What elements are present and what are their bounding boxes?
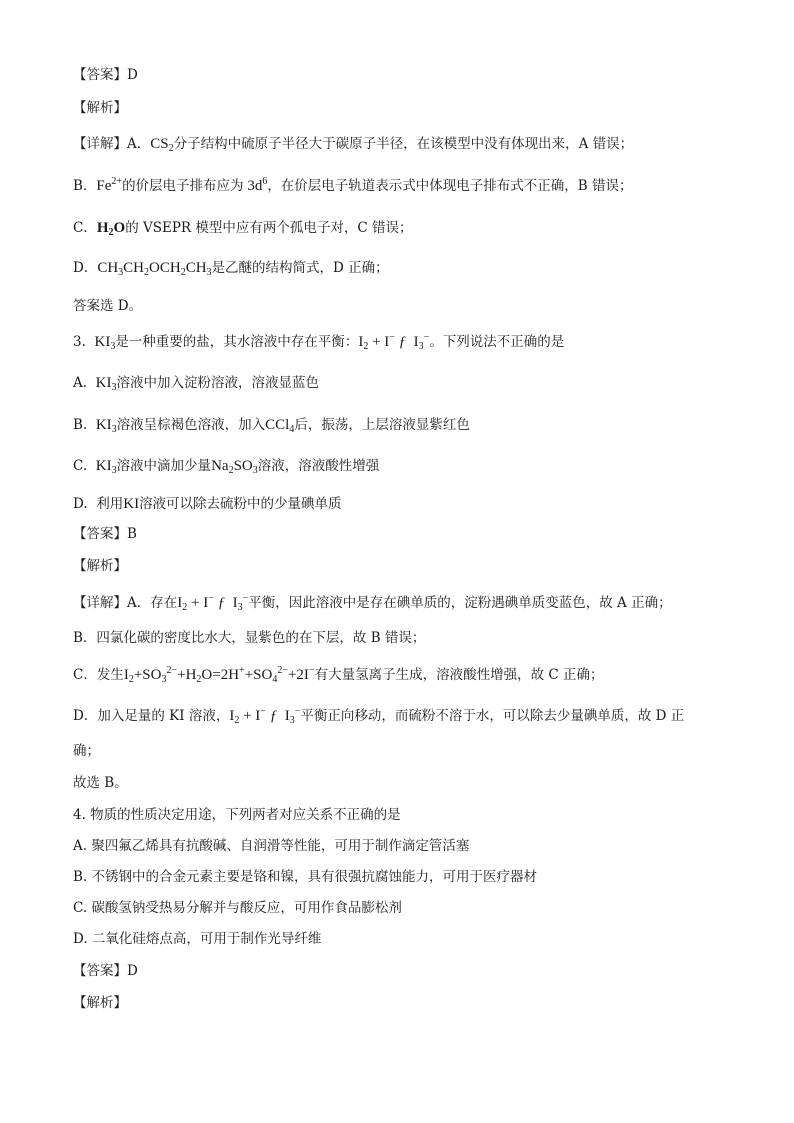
q3-option-c: C. $KI_3$溶液中滴加少量$Na_2SO_3$溶液，溶液酸性增强 — [73, 458, 380, 476]
q4-stem: 4. 物质的性质决定用途，下列两者对应关系不正确的是 — [73, 807, 401, 823]
q4-analysis-label: 【解析】 — [73, 995, 127, 1011]
q2-conclusion: 答案选 D。 — [73, 298, 143, 314]
q3-detail-d: D．加入足量的 KI 溶液，$I_2 + I^-$ ƒ $I_3^-$平衡正向移动，而硫粉不溶于水，可以除去少量碘单质，故 D 正 — [73, 706, 685, 726]
q4-answer: 【答案】D — [73, 963, 138, 979]
q2-analysis-label: 【解析】 — [73, 100, 127, 116]
q2-detail-b: B．$Fe^{2+}$的价层电子排布应为 $3d^6$，在价层电子轨道表示式中体现电子排布式不正确，B 错误； — [73, 176, 633, 194]
q3-conclusion: 故选 B。 — [73, 775, 128, 791]
q3-detail-c: C．发生$I_2+SO_3^{2-}+H_2O=2H^++SO_4^{2-}+2I^-$有大量氢离子生成，溶液酸性增强，故 C 正确； — [73, 665, 604, 685]
q2-detail-c: C．$H_2O$的 VSEPR 模型中应有两个孤电子对，C 错误； — [73, 220, 413, 238]
q3-stem: 3. $KI_3$是一种重要的盐，其水溶液中存在平衡：$I_2 + I^-$ ƒ $I_3^-$。下列说法不正确的是 — [73, 332, 565, 352]
q3-answer: 【答案】B — [73, 526, 137, 542]
q2-answer: 【答案】D — [73, 67, 138, 83]
q4-option-a: A. 聚四氟乙烯具有抗酸碱、自润滑等性能，可用于制作滴定管活塞 — [73, 838, 470, 854]
q3-option-b: B. $KI_3$溶液呈棕褐色溶液，加入CCl$_4$后，振荡，上层溶液显紫红色 — [73, 417, 470, 435]
q4-option-c: C. 碳酸氢钠受热易分解并与酸反应，可用作食品膨松剂 — [73, 900, 402, 916]
q3-detail-b: B．四氯化碳的密度比水大，显紫色的在下层，故 B 错误； — [73, 630, 426, 646]
q3-analysis-label: 【解析】 — [73, 558, 127, 574]
q2-detail-a: 【详解】A．$CS_2$分子结构中硫原子半径大于碳原子半径，在该模型中没有体现出来，A 错误； — [73, 136, 634, 154]
q3-detail-a: 【详解】A．存在$I_2 + I^-$ ƒ $I_3^-$平衡，因此溶液中是存在碘单质的，淀粉遇碘单质变蓝色，故 A 正确； — [73, 593, 672, 613]
q2-detail-d: D．$CH_3CH_2OCH_2CH_3$是乙醚的结构简式，D 正确； — [73, 260, 389, 278]
q4-option-d: D. 二氧化硅熔点高，可用于制作光导纤维 — [73, 931, 322, 947]
q3-option-d: D. 利用KI溶液可以除去硫粉中的少量碘单质 — [73, 496, 342, 512]
q3-detail-d-continued: 确； — [73, 743, 100, 759]
q3-option-a: A. $KI_3$溶液中加入淀粉溶液，溶液显蓝色 — [73, 375, 319, 393]
q4-option-b: B. 不锈钢中的合金元素主要是铬和镍，具有很强抗腐蚀能力，可用于医疗器材 — [73, 869, 538, 885]
